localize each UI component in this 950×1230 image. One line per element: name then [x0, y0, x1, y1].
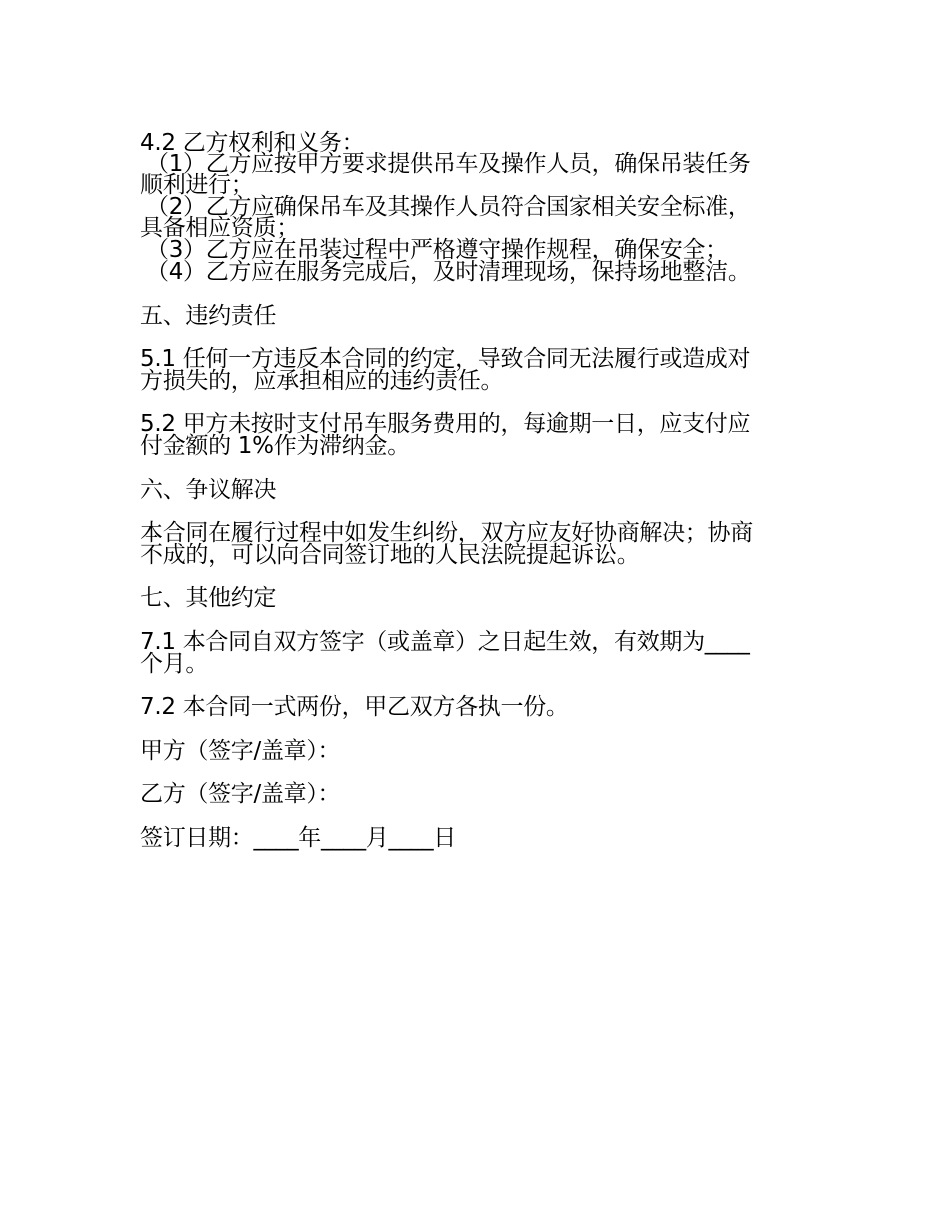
obligation-item-1-line-1: （1）乙方应按甲方要求提供吊车及操作人员，确保吊装任务 [146, 151, 751, 177]
obligation-item-3: （3）乙方应在吊装过程中严格遵守操作规程，确保安全； [146, 237, 728, 263]
clause-5-1-line-2: 方损失的，应承担相应的违约责任。 [140, 368, 504, 394]
obligation-item-4: （4）乙方应在服务完成后，及时清理现场，保持场地整洁。 [146, 259, 751, 285]
section-5-heading: 五、违约责任 [140, 303, 277, 329]
clause-7-1-line-2: 个月。 [140, 651, 209, 677]
obligation-item-2-line-2: 具备相应资质； [140, 215, 299, 241]
section-7-heading: 七、其他约定 [140, 585, 277, 611]
signing-date-line: 签订日期：____年____月____日 [140, 825, 457, 851]
section-6-heading: 六、争议解决 [140, 477, 277, 503]
section-4-2-subtitle: 4.2 乙方权利和义务： [140, 130, 365, 156]
obligation-item-1-line-2: 顺利进行； [140, 172, 254, 198]
clause-5-2-line-1: 5.2 甲方未按时支付吊车服务费用的，每逾期一日，应支付应 [140, 411, 751, 437]
dispute-paragraph-line-1: 本合同在履行过程中如发生纠纷，双方应友好协商解决；协商 [140, 520, 753, 546]
party-b-signature-line: 乙方（签字/盖章）： [140, 781, 341, 807]
clause-5-1-line-1: 5.1 任何一方违反本合同的约定，导致合同无法履行或造成对 [140, 346, 751, 372]
clause-5-2-line-2: 付金额的 1%作为滞纳金。 [140, 433, 410, 459]
clause-7-1-line-1: 7.1 本合同自双方签字（或盖章）之日起生效，有效期为____ [140, 629, 750, 655]
dispute-paragraph-line-2: 不成的，可以向合同签订地的人民法院提起诉讼。 [140, 542, 640, 568]
party-a-signature-line: 甲方（签字/盖章）： [140, 738, 341, 764]
obligation-item-2-line-1: （2）乙方应确保吊车及其操作人员符合国家相关安全标准， [146, 194, 751, 220]
clause-7-2: 7.2 本合同一式两份，甲乙双方各执一份。 [140, 694, 569, 720]
